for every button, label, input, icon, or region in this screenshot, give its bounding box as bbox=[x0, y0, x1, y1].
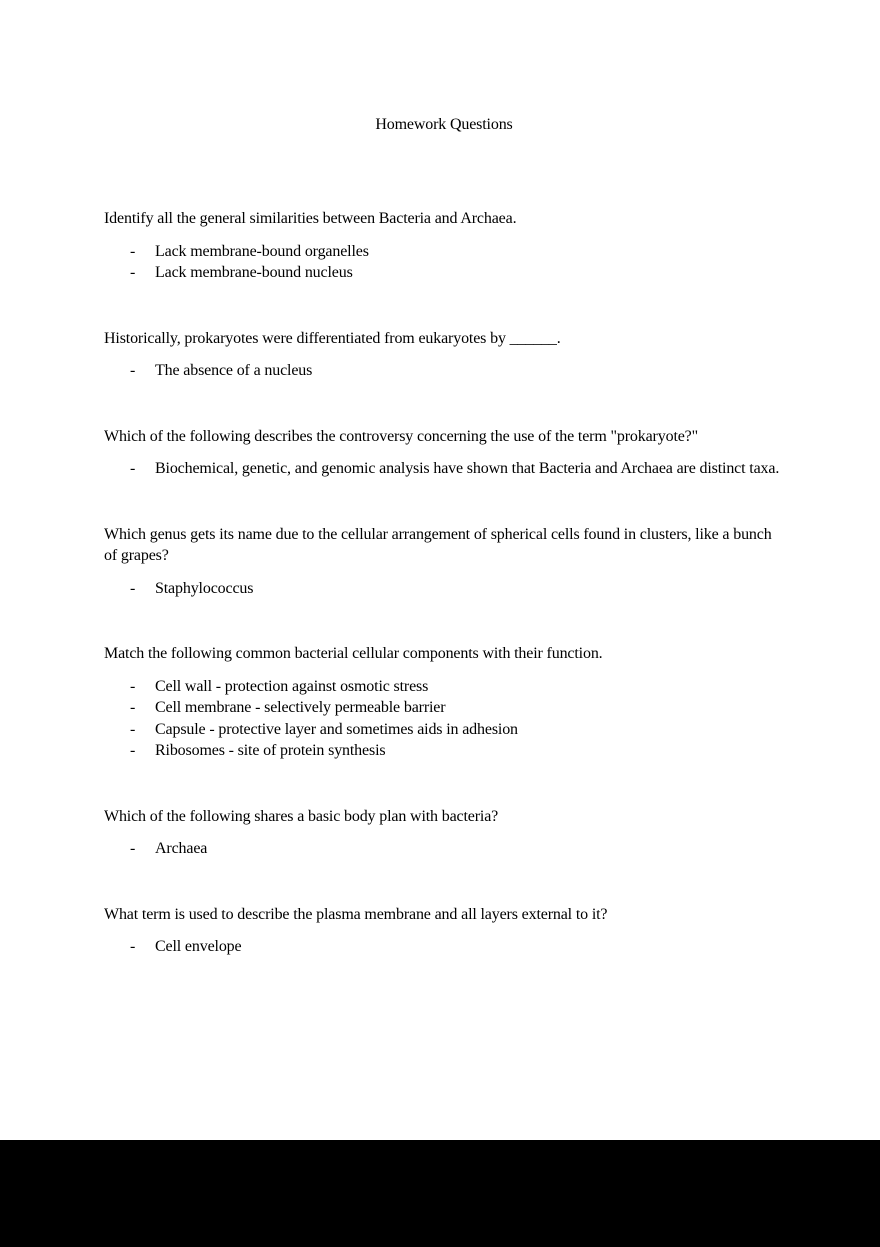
question-text: Which of the following shares a basic body plan with bacteria? bbox=[104, 807, 499, 825]
question-section bbox=[104, 426, 784, 480]
answer-list bbox=[104, 578, 784, 600]
dash-bullet: - bbox=[130, 840, 136, 857]
dash-bullet: - bbox=[130, 720, 136, 738]
dash-bullet: - bbox=[130, 362, 136, 379]
question-section bbox=[104, 904, 784, 958]
answer-text: Capsule - protective layer and sometimes aids in adhesion bbox=[155, 720, 518, 738]
dash-bullet: - bbox=[130, 677, 136, 695]
answer-item bbox=[104, 936, 784, 958]
question-text: Historically, prokaryotes were differentiated from eukaryotes by ______. bbox=[104, 329, 561, 347]
footer-black-bar bbox=[0, 1140, 880, 1247]
answer-item bbox=[104, 262, 784, 284]
page-title: Homework Questions bbox=[375, 116, 513, 133]
question-text: What term is used to describe the plasma membrane and all layers external to it? bbox=[104, 905, 608, 923]
answer-item bbox=[104, 740, 784, 762]
answer-text: The absence of a nucleus bbox=[155, 362, 313, 379]
answer-list bbox=[104, 838, 784, 860]
answer-list bbox=[104, 241, 784, 284]
question-sections bbox=[104, 208, 784, 958]
answer-text: Staphylococcus bbox=[155, 579, 254, 597]
question-section bbox=[104, 208, 784, 284]
answer-list bbox=[104, 936, 784, 958]
answer-item bbox=[104, 578, 784, 600]
answer-text: Lack membrane-bound nucleus bbox=[155, 264, 353, 281]
answer-text: Archaea bbox=[155, 840, 208, 857]
question-section bbox=[104, 328, 784, 382]
answer-item bbox=[104, 458, 784, 480]
dash-bullet: - bbox=[130, 699, 136, 716]
dash-bullet: - bbox=[130, 460, 136, 477]
answer-list bbox=[104, 360, 784, 382]
question-section bbox=[104, 524, 784, 600]
answer-text: Biochemical, genetic, and genomic analysis have shown that Bacteria and Archaea are distinct taxa. bbox=[155, 460, 780, 477]
answer-item bbox=[104, 676, 784, 698]
dash-bullet: - bbox=[130, 938, 136, 955]
answer-item bbox=[104, 719, 784, 741]
dash-bullet: - bbox=[130, 242, 136, 260]
answer-text: Cell envelope bbox=[155, 938, 242, 955]
answer-item bbox=[104, 360, 784, 382]
answer-text: Cell wall - protection against osmotic stress bbox=[155, 677, 429, 695]
answer-list bbox=[104, 676, 784, 762]
answer-item bbox=[104, 241, 784, 263]
question-text: Match the following common bacterial cellular components with their function. bbox=[104, 645, 603, 662]
question-text: Which of the following describes the controversy concerning the use of the term "prokaryote?" bbox=[104, 427, 699, 445]
question-section bbox=[104, 643, 784, 762]
answer-item bbox=[104, 838, 784, 860]
dash-bullet: - bbox=[130, 742, 136, 759]
answer-list bbox=[104, 458, 784, 480]
answer-item bbox=[104, 697, 784, 719]
dash-bullet: - bbox=[130, 264, 136, 281]
question-text: Identify all the general similarities between Bacteria and Archaea. bbox=[104, 210, 517, 227]
answer-text: Lack membrane-bound organelles bbox=[155, 242, 369, 260]
answer-text: Ribosomes - site of protein synthesis bbox=[155, 742, 386, 759]
answer-text: Cell membrane - selectively permeable barrier bbox=[155, 699, 446, 716]
dash-bullet: - bbox=[130, 579, 136, 597]
question-section bbox=[104, 806, 784, 860]
question-text: Which genus gets its name due to the cellular arrangement of spherical cells found in clusters, like a bunch of grapes? bbox=[104, 525, 772, 564]
